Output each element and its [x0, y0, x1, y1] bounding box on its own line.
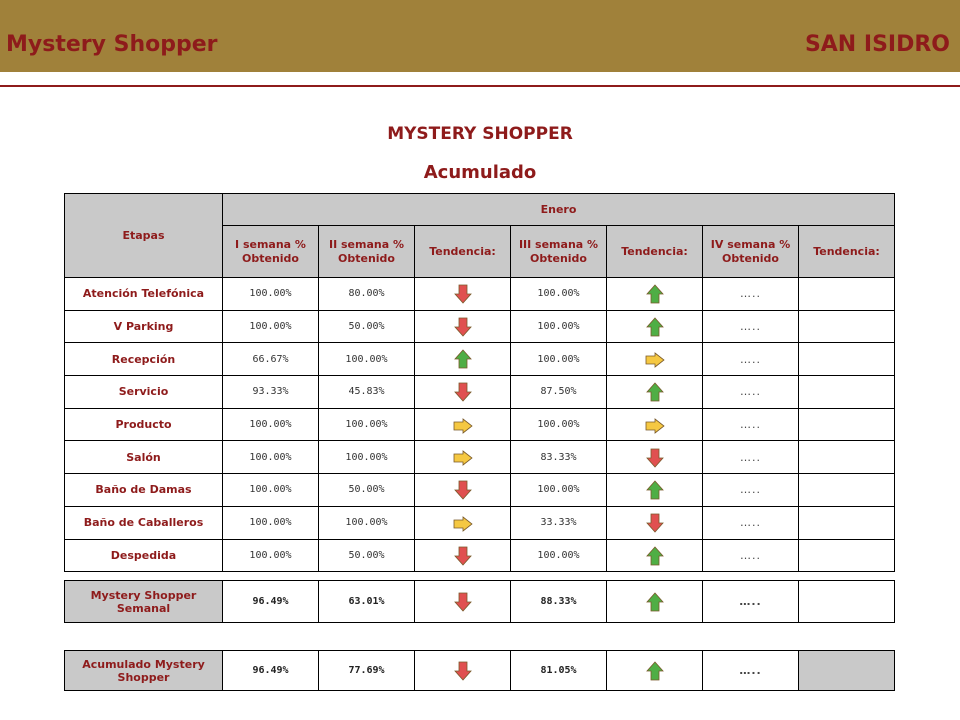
weekly-w2: 63.01%	[319, 581, 415, 623]
week1-value: 100.00%	[223, 506, 319, 539]
banner-location: SAN ISIDRO	[804, 32, 950, 57]
week1-value: 100.00%	[223, 408, 319, 441]
divider-line	[0, 85, 960, 87]
arrow-up-icon	[646, 317, 664, 337]
cumulative-summary-table	[64, 650, 895, 691]
table-row	[65, 408, 895, 441]
trend2	[607, 376, 703, 409]
week2-value: 50.00%	[319, 539, 415, 572]
trend2	[607, 343, 703, 376]
week3-value: 83.33%	[511, 441, 607, 474]
stage-label: Despedida	[65, 539, 223, 572]
arrow-down-icon	[454, 592, 472, 612]
arrow-up-icon	[646, 546, 664, 566]
week2-value: 50.00%	[319, 310, 415, 343]
trend1	[415, 408, 511, 441]
col-header-trend3: Tendencia:	[799, 226, 895, 278]
arrow-up-icon	[646, 382, 664, 402]
table-row	[65, 376, 895, 409]
week1-value: 100.00%	[223, 474, 319, 507]
arrow-up-icon	[646, 592, 664, 612]
week4-value: …..	[703, 310, 799, 343]
trend3	[799, 506, 895, 539]
arrow-down-icon	[454, 546, 472, 566]
trend1	[415, 343, 511, 376]
trend2	[607, 441, 703, 474]
table-row	[65, 539, 895, 572]
week4-value: …..	[703, 441, 799, 474]
week4-value: …..	[703, 376, 799, 409]
cumulative-trend1	[415, 651, 511, 691]
trend1	[415, 310, 511, 343]
stage-label: Producto	[65, 408, 223, 441]
trend1	[415, 506, 511, 539]
trend2	[607, 539, 703, 572]
week4-value: …..	[703, 474, 799, 507]
week3-value: 100.00%	[511, 310, 607, 343]
arrow-up-icon	[646, 284, 664, 304]
trend3	[799, 310, 895, 343]
week4-value: …..	[703, 408, 799, 441]
week1-value: 66.67%	[223, 343, 319, 376]
col-header-trend2: Tendencia:	[607, 226, 703, 278]
week2-value: 100.00%	[319, 506, 415, 539]
arrow-down-icon	[454, 661, 472, 681]
arrow-up-icon	[646, 661, 664, 681]
table-row	[65, 506, 895, 539]
trend2	[607, 408, 703, 441]
col-header-month: Enero	[223, 194, 895, 226]
table-row	[65, 278, 895, 311]
week3-value: 100.00%	[511, 474, 607, 507]
weekly-trend1	[415, 581, 511, 623]
trend2	[607, 474, 703, 507]
table-row	[65, 343, 895, 376]
cumulative-summary-row	[65, 651, 895, 691]
arrow-right-icon	[453, 516, 473, 532]
week1-value: 93.33%	[223, 376, 319, 409]
stage-label: Baño de Caballeros	[65, 506, 223, 539]
week3-value: 87.50%	[511, 376, 607, 409]
stage-label: Atención Telefónica	[65, 278, 223, 311]
week4-value: …..	[703, 278, 799, 311]
weekly-summary-table	[64, 580, 895, 623]
cumulative-trend3	[799, 651, 895, 691]
weekly-trend2	[607, 581, 703, 623]
week2-value: 100.00%	[319, 343, 415, 376]
trend2	[607, 310, 703, 343]
trend1	[415, 539, 511, 572]
week1-value: 100.00%	[223, 539, 319, 572]
table-row	[65, 310, 895, 343]
arrow-down-icon	[646, 448, 664, 468]
col-header-week1: I semana % Obtenido	[223, 226, 319, 278]
trend3	[799, 278, 895, 311]
arrow-down-icon	[454, 284, 472, 304]
trend3	[799, 474, 895, 507]
weekly-w1: 96.49%	[223, 581, 319, 623]
week2-value: 100.00%	[319, 408, 415, 441]
stages-table	[64, 193, 895, 572]
week2-value: 45.83%	[319, 376, 415, 409]
top-banner	[0, 0, 960, 72]
weekly-trend3	[799, 581, 895, 623]
trend3	[799, 539, 895, 572]
arrow-up-icon	[646, 480, 664, 500]
arrow-right-icon	[453, 418, 473, 434]
trend3	[799, 441, 895, 474]
col-header-week2: II semana % Obtenido	[319, 226, 415, 278]
trend2	[607, 506, 703, 539]
page-title: MYSTERY SHOPPER	[387, 124, 573, 144]
stage-label: Baño de Damas	[65, 474, 223, 507]
col-header-trend1: Tendencia:	[415, 226, 511, 278]
weekly-w3: 88.33%	[511, 581, 607, 623]
arrow-down-icon	[454, 480, 472, 500]
week1-value: 100.00%	[223, 278, 319, 311]
week4-value: …..	[703, 539, 799, 572]
week3-value: 33.33%	[511, 506, 607, 539]
weekly-w4: …..	[703, 581, 799, 623]
col-header-etapas: Etapas	[65, 194, 223, 278]
week3-value: 100.00%	[511, 278, 607, 311]
trend2	[607, 278, 703, 311]
week4-value: …..	[703, 343, 799, 376]
week3-value: 100.00%	[511, 408, 607, 441]
table-row	[65, 474, 895, 507]
week2-value: 50.00%	[319, 474, 415, 507]
col-header-week4: IV semana % Obtenido	[703, 226, 799, 278]
week2-value: 80.00%	[319, 278, 415, 311]
week3-value: 100.00%	[511, 343, 607, 376]
cumulative-w1: 96.49%	[223, 651, 319, 691]
week4-value: …..	[703, 506, 799, 539]
trend1	[415, 376, 511, 409]
arrow-right-icon	[645, 418, 665, 434]
cumulative-w4: …..	[703, 651, 799, 691]
trend3	[799, 376, 895, 409]
arrow-right-icon	[453, 450, 473, 466]
weekly-summary-row	[65, 581, 895, 623]
stage-label: Servicio	[65, 376, 223, 409]
arrow-down-icon	[454, 317, 472, 337]
page-subtitle: Acumulado	[423, 162, 537, 183]
arrow-down-icon	[454, 382, 472, 402]
arrow-down-icon	[646, 513, 664, 533]
trend1	[415, 474, 511, 507]
table-row	[65, 441, 895, 474]
trend1	[415, 441, 511, 474]
arrow-up-icon	[454, 349, 472, 369]
trend3	[799, 343, 895, 376]
weekly-label: Mystery Shopper Semanal	[65, 581, 223, 623]
cumulative-trend2	[607, 651, 703, 691]
week1-value: 100.00%	[223, 441, 319, 474]
week2-value: 100.00%	[319, 441, 415, 474]
week3-value: 100.00%	[511, 539, 607, 572]
arrow-right-icon	[645, 352, 665, 368]
stage-label: V Parking	[65, 310, 223, 343]
cumulative-w2: 77.69%	[319, 651, 415, 691]
stage-label: Recepción	[65, 343, 223, 376]
cumulative-label: Acumulado Mystery Shopper	[65, 651, 223, 691]
cumulative-w3: 81.05%	[511, 651, 607, 691]
banner-title: Mystery Shopper	[6, 32, 218, 57]
week1-value: 100.00%	[223, 310, 319, 343]
stage-label: Salón	[65, 441, 223, 474]
trend1	[415, 278, 511, 311]
trend3	[799, 408, 895, 441]
col-header-week3: III semana % Obtenido	[511, 226, 607, 278]
